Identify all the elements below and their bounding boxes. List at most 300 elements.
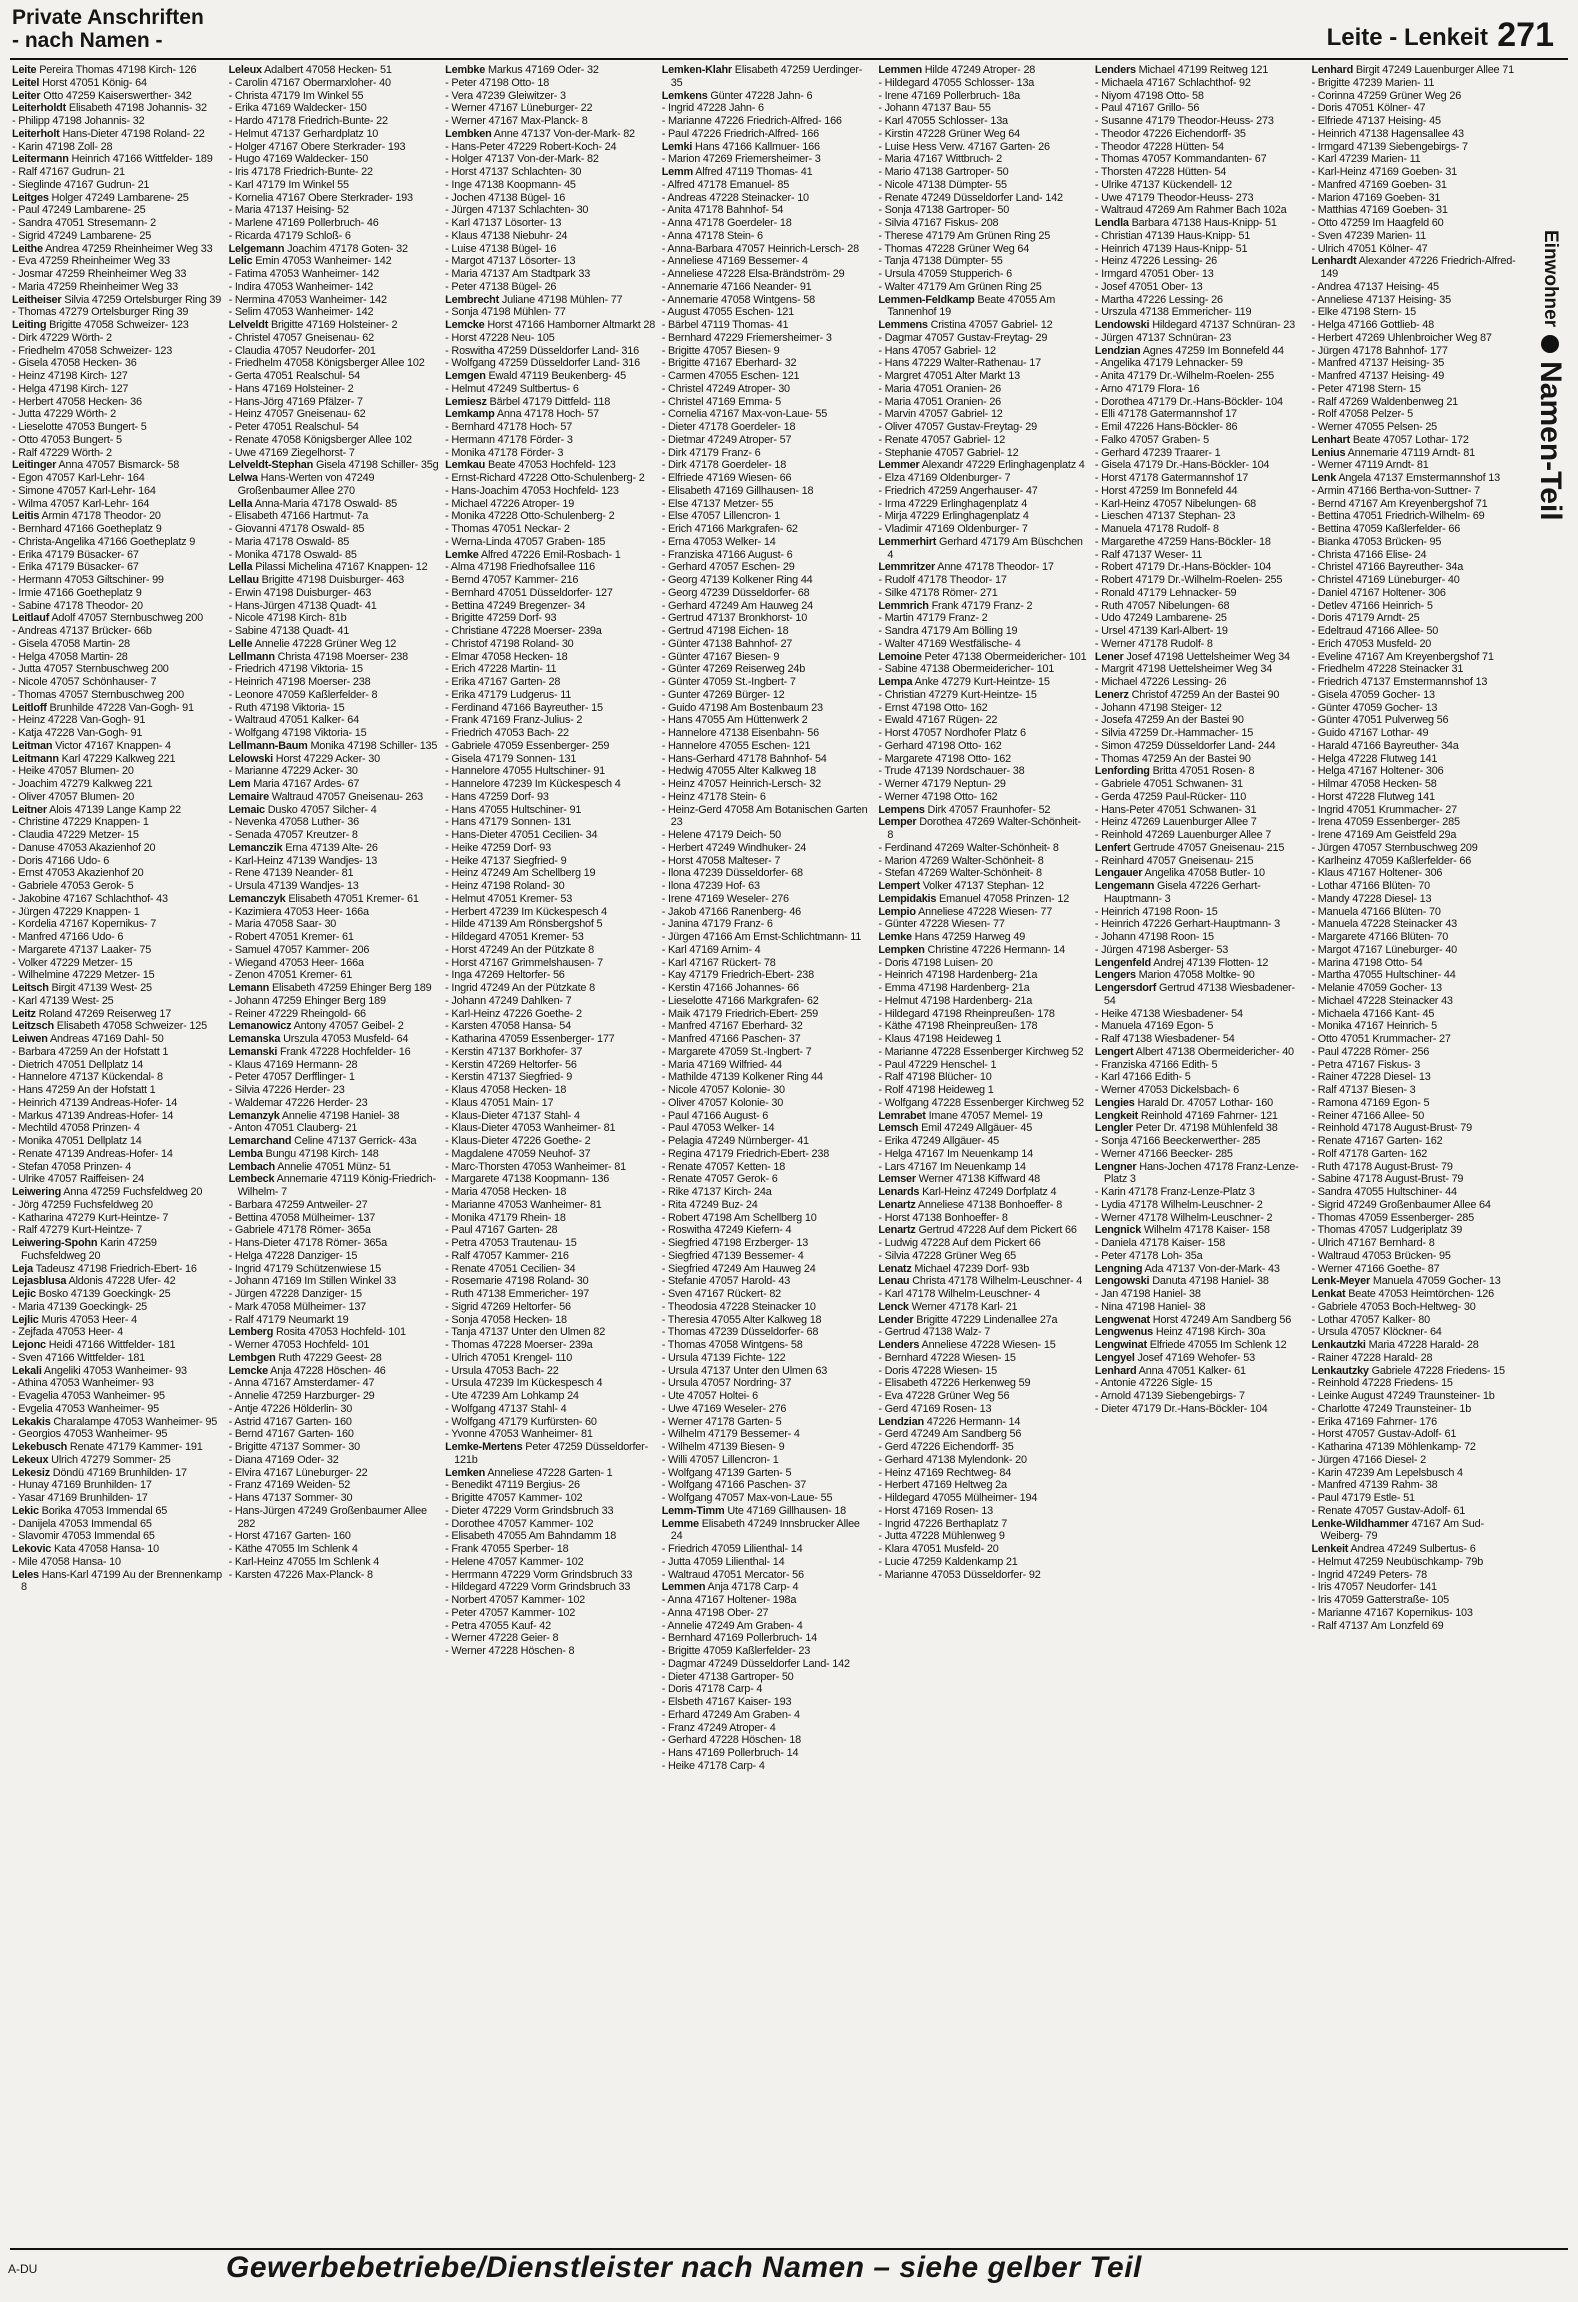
directory-entry: - Doris 47166 Udo- 6 (12, 854, 110, 867)
directory-entry: Lemcke Horst 47166 Hamborner Altmarkt 28 (445, 319, 656, 331)
directory-entry: - Manuela 47169 Egon- 5 (1094, 1020, 1214, 1033)
directory-entry: - Waldemar 47226 Herder- 23 (228, 1096, 368, 1109)
directory-entry: - Lars 47167 Im Neuenkamp 14 (878, 1160, 1026, 1173)
directory-entry: - Heinrich 47138 Hagensallee 43 (1311, 127, 1464, 140)
directory-entry: - Ursula 47053 Bach- 22 (445, 1364, 559, 1377)
directory-entry: - Rosemarie 47198 Roland- 30 (445, 1275, 589, 1288)
directory-entry: - Silvia 47228 Grüner Weg 65 (878, 1249, 1016, 1262)
directory-entry: - Hildegard 47198 Rheinpreußen- 178 (878, 1007, 1055, 1020)
directory-entry: - Melanie 47059 Gocher- 13 (1311, 982, 1442, 994)
directory-entry: - Karl-Heinz 47055 Im Schlenk 4 (228, 1555, 380, 1568)
directory-entry: - Christian 47279 Kurt-Heintze- 15 (878, 688, 1037, 701)
directory-entry: - Wolfgang 47179 Kurfürsten- 60 (445, 1415, 597, 1428)
directory-entry: Lekeux Ulrich 47279 Sommer- 25 (12, 1453, 171, 1466)
directory-entry: - Martha 47226 Lessing- 26 (1094, 293, 1223, 306)
directory-entry: - Hans-Peter 47229 Robert-Koch- 24 (445, 140, 617, 153)
directory-entry: - Willi 47057 Lillencron- 1 (661, 1453, 779, 1466)
directory-entry: - Renate 47057 Gustav-Adolf- 61 (1311, 1504, 1466, 1517)
directory-entry: - Harald 47166 Bayreuther- 34a (1311, 739, 1459, 752)
directory-entry: - Marianne 47053 Düsseldorfer- 92 (878, 1568, 1041, 1581)
directory-entry: - Marianne 47226 Friedrich-Alfred- 166 (661, 115, 842, 127)
directory-entry: Leitman Victor 47167 Knappen- 4 (12, 739, 171, 752)
directory-entry: - Michaela 47167 Schlachthof- 92 (1094, 76, 1251, 89)
directory-entry: Lemser Werner 47138 Kiffward 48 (878, 1173, 1041, 1186)
directory-entry: - Ilona 47239 Düsseldorfer- 68 (661, 867, 803, 880)
directory-entry: - Klaus 47138 Niebuhr- 24 (445, 229, 568, 242)
directory-entry: - Erich 47053 Musfeld- 20 (1311, 637, 1432, 650)
directory-entry: Lemmen Hilde 47249 Atroper- 28 (878, 64, 1036, 76)
directory-entry: Lengers Marion 47058 Moltke- 90 (1094, 969, 1255, 982)
directory-entry: - Eva 47228 Grüner Weg 56 (878, 1390, 1010, 1402)
directory-entry: Lemann Elisabeth 47259 Ehinger Berg 189 (228, 982, 432, 994)
directory-entry: - Heike 47137 Siegfried- 9 (445, 854, 567, 867)
directory-entry: - Else 47057 Lillencron- 1 (661, 510, 781, 523)
directory-entry: Lendzian 47226 Hermann- 14 (878, 1415, 1021, 1428)
directory-entry: - Günter 47059 St.-Ingbert- 7 (661, 676, 796, 688)
directory-entry: - Georgios 47053 Wanheimer- 95 (12, 1428, 168, 1441)
directory-entry: - Christel 47249 Atroper- 30 (661, 382, 790, 395)
directory-entry: - Karin 47198 Zoll- 28 (12, 140, 113, 153)
directory-entry: - Roswitha 47259 Düsseldorfer Land- 316 (445, 344, 639, 357)
directory-entry: Lengauer Angelika 47058 Butler- 10 (1094, 867, 1265, 880)
directory-entry: - Jutta 47059 Lilienthal- 14 (661, 1555, 785, 1568)
directory-entry: - Herbert 47269 Uhlenbroicher Weg 87 (1311, 331, 1492, 344)
directory-entry: - Margarete 47137 Laaker- 75 (12, 943, 152, 956)
directory-entry: - Ernst 47053 Akazienhof 20 (12, 867, 144, 880)
directory-entry: - Hermann 47053 Giltschiner- 99 (12, 574, 164, 586)
directory-entry: - Georg 47139 Kolkener Ring 44 (661, 574, 813, 586)
directory-entry: - Simon 47259 Düsseldorfer Land- 244 (1094, 739, 1276, 752)
directory-entry: - Peter 47178 Loh- 35a (1094, 1249, 1203, 1262)
directory-entry: - Robert 47198 Am Schellberg 10 (661, 1211, 817, 1224)
directory-entry: - Werner 47119 Arndt- 81 (1311, 459, 1429, 472)
directory-entry: - Sven 47239 Marien- 11 (1311, 229, 1426, 242)
directory-entry: Leiwen Andreas 47169 Dahl- 50 (12, 1033, 164, 1045)
directory-entry: - Monika 47228 Otto-Schulenberg- 2 (445, 510, 615, 523)
directory-entry: Lemoine Peter 47138 Obermeidericher- 101 (878, 650, 1087, 663)
directory-entry: Lener Josef 47198 Uettelsheimer Weg 34 (1094, 650, 1290, 663)
directory-entry: - Anna 47178 Goerdeler- 18 (661, 217, 792, 229)
directory-entry: - Erika 47179 Ludgerus- 11 (445, 688, 572, 701)
directory-entry: - Gerda 47259 Paul-Rücker- 110 (1094, 790, 1247, 803)
directory-entry: - Ute 47239 Am Lohkamp 24 (445, 1390, 579, 1402)
directory-entry: Lemm-Timm Ute 47169 Gillhausen- 18 (661, 1504, 847, 1517)
directory-entry: - Johann 47259 Ehinger Berg 189 (228, 994, 386, 1007)
directory-entry: Lemmerhirt Gerhard 47179 Am Büschchen 4 (878, 535, 1083, 561)
directory-entry: Lekakis Charalampe 47053 Wanheimer- 95 (12, 1415, 218, 1428)
directory-entry: - Manfred 47137 Heising- 35 (1311, 357, 1445, 370)
directory-entry: - Otto 47053 Bungert- 5 (12, 433, 122, 446)
directory-entry: - Sigrid 47249 Lambarene- 25 (12, 229, 152, 242)
directory-entry: - Hans-Jörg 47169 Pfälzer- 7 (228, 395, 363, 408)
directory-entry: - Markus 47139 Andreas-Hofer- 14 (12, 1109, 174, 1122)
directory-entry: - Friedrich 47053 Bach- 22 (445, 727, 569, 739)
directory-entry: - Astrid 47167 Garten- 160 (228, 1415, 352, 1428)
directory-entry: - Marianne 47228 Essenberger Kirchweg 52 (878, 1045, 1084, 1058)
directory-entry: - Gertrud 47198 Eichen- 18 (661, 625, 789, 637)
directory-entry: - Franz 47169 Weiden- 52 (228, 1479, 351, 1492)
directory-entry: - Dieter 47229 Vorm Grindsbruch 33 (445, 1504, 614, 1517)
directory-entry: - Norbert 47057 Kammer- 102 (445, 1594, 586, 1606)
directory-entry: - Tanja 47137 Unter den Ulmen 82 (445, 1326, 606, 1339)
directory-entry: - Danijela 47053 Immendal 65 (12, 1517, 152, 1530)
directory-entry: Lengning Ada 47137 Von-der-Mark- 43 (1094, 1262, 1280, 1275)
directory-entry: - Klaus-Dieter 47137 Stahl- 4 (445, 1109, 580, 1122)
directory-entry: Lengemann Gisela 47226 Gerhart-Hauptmann- 3 (1094, 880, 1261, 905)
directory-entry: - Dietmar 47249 Atroper- 57 (661, 433, 792, 446)
directory-entry: Leiting Brigitte 47058 Schweizer- 123 (12, 319, 189, 331)
directory-entry: - Renate 47057 Ketten- 18 (661, 1160, 786, 1173)
directory-entry: Lenau Christa 47178 Wilhelm-Leuschner- 4 (878, 1275, 1083, 1288)
directory-entry: - Horst 47249 An der Pützkate 8 (445, 943, 594, 956)
directory-entry: - Matthias 47169 Goeben- 31 (1311, 204, 1448, 217)
directory-entry: - Kirstin 47228 Grüner Weg 64 (878, 127, 1021, 140)
directory-entry: - Hannelore 47239 Im Kückespesch 4 (445, 778, 621, 790)
directory-entry: Lenfording Britta 47051 Rosen- 8 (1094, 765, 1255, 778)
directory-entry: - Peter 47138 Bügel- 26 (445, 280, 557, 293)
directory-entry: - Margarete 47138 Koopmann- 136 (445, 1173, 610, 1186)
directory-entry: - Friedhelm 47058 Königsberger Allee 102 (228, 357, 425, 370)
directory-entry: - Rolf 47058 Pelzer- 5 (1311, 408, 1414, 421)
directory-entry: - Karl 47179 Im Winkel 55 (228, 178, 349, 191)
directory-entry: - Günter 47167 Biesen- 9 (661, 650, 780, 663)
directory-entry: - Rolf 47178 Garten- 162 (1311, 1147, 1428, 1160)
directory-entry: - Frank 47169 Franz-Julius- 2 (445, 714, 583, 727)
directory-entry: - Ralf 47229 Wörth- 2 (12, 446, 112, 459)
directory-entry: - Friedrich 47137 Emstermannshof 13 (1311, 676, 1488, 688)
directory-entry: - Erna 47053 Welker- 14 (661, 535, 776, 548)
directory-entry: - Horst 47259 Im Bonnefeld 44 (1094, 484, 1238, 497)
directory-entry: - Hedwig 47055 Alter Kalkweg 18 (661, 765, 816, 778)
directory-entry: - Mechtild 47058 Prinzen- 4 (12, 1122, 140, 1135)
directory-entry: - Thomas 47058 Wintgens- 58 (661, 1339, 803, 1351)
directory-entry: - Bernhard 47051 Düsseldorfer- 127 (445, 586, 613, 599)
directory-entry: - Eveline 47167 Am Kreyenbergshof 71 (1311, 650, 1494, 663)
directory-entry: - Manfred 47169 Goeben- 31 (1311, 178, 1447, 191)
directory-entry: - Daniel 47167 Holtener- 306 (1311, 586, 1446, 599)
bullet-dot-icon (1541, 335, 1559, 353)
directory-entry: - Josefa 47259 An der Bastei 90 (1094, 714, 1244, 727)
directory-entry: - Heike 47138 Wiesbadener- 54 (1094, 1007, 1243, 1020)
page-number: 271 (1497, 16, 1554, 54)
directory-entry: - Andreas 47228 Steinacker- 10 (661, 191, 809, 204)
directory-entry: - Werner 47178 Rudolf- 8 (1094, 637, 1213, 650)
directory-entry: - Kerstin 47137 Siegfried- 9 (445, 1071, 573, 1084)
directory-entry: - Ernst 47198 Otto- 162 (878, 701, 988, 714)
directory-entry: - Jörg 47259 Fuchsfeldweg 20 (12, 1198, 153, 1211)
directory-entry: - Hildegard 47051 Kremer- 53 (445, 931, 584, 943)
directory-entry: - Hildegard 47229 Vorm Grindsbruch 33 (445, 1581, 631, 1594)
directory-entry: - Brigitte 47259 Dorf- 93 (445, 612, 557, 625)
directory-entry: - Ulrich 47051 Kölner- 47 (1311, 242, 1428, 255)
directory-entry: - Renate 47051 Cecilien- 34 (445, 1262, 576, 1275)
directory-entry: - Evagelia 47053 Wanheimer- 95 (12, 1390, 165, 1402)
directory-entry: - Johann 47169 Im Stillen Winkel 33 (228, 1275, 396, 1288)
directory-entry: Lemanczyk Elisabeth 47051 Kremer- 61 (228, 892, 419, 905)
directory-entry: Lenke-Wildhammer 47167 Am Sud-Weiberg- 79 (1311, 1517, 1484, 1543)
directory-entry: - Anna 47167 Holtener- 198a (661, 1594, 797, 1606)
directory-entry: - Heinz-Gerd 47058 Am Botanischen Garten 23 (661, 803, 868, 829)
directory-entry: - Nina 47198 Haniel- 38 (1094, 1300, 1206, 1313)
directory-entry: - Thorsten 47228 Hütten- 54 (1094, 166, 1227, 178)
directory-entry: - Irmgard 47139 Siebengebirgs- 7 (1311, 140, 1468, 153)
directory-entry: Leitermann Heinrich 47166 Wittfelder- 189 (12, 153, 213, 166)
directory-entry: - Maria 47139 Goeckingk- 25 (12, 1300, 148, 1313)
directory-entry: - Paul 47249 Lambarene- 25 (12, 204, 146, 217)
directory-entry: - Diana 47169 Oder- 32 (228, 1453, 339, 1466)
directory-entry: Lengwenus Heinz 47198 Kirch- 30a (1094, 1326, 1266, 1339)
directory-entry: - Peter 47057 Derfflinger- 1 (228, 1071, 355, 1084)
directory-entry: - Horst 47137 Schlachten- 30 (445, 166, 582, 178)
directory-entry: - Giovanni 47178 Oswald- 85 (228, 523, 365, 535)
directory-entry: - Hans 47169 Pollerbruch- 14 (661, 1747, 799, 1759)
directory-entry: - Karsten 47226 Max-Planck- 8 (228, 1568, 373, 1581)
directory-entry: - Helga 47058 Martin- 28 (12, 650, 128, 663)
directory-entry: Lengies Harald Dr. 47057 Lothar- 160 (1094, 1096, 1273, 1109)
directory-entry: Leithe Andrea 47259 Rheinheimer Weg 33 (12, 242, 213, 255)
directory-entry: - Maria 47259 Rheinheimer Weg 33 (12, 280, 178, 293)
directory-entry: - Rene 47139 Neander- 81 (228, 867, 354, 880)
directory-entry: - Karl 47139 West- 25 (12, 994, 114, 1007)
directory-entry: - Reinhard 47057 Gneisenau- 215 (1094, 854, 1254, 867)
directory-entry: - Uwe 47179 Theodor-Heuss- 273 (1094, 191, 1254, 204)
directory-entry: - Pelagia 47249 Nürnberger- 41 (661, 1135, 809, 1147)
directory-entry: - Ralf 47137 Am Lonzfeld 69 (1311, 1619, 1444, 1632)
directory-entry: - Horst 47167 Grimmelshausen- 7 (445, 956, 603, 969)
directory-entry: - Dieter 47178 Goerdeler- 18 (661, 421, 796, 433)
directory-entry: - Otto 47259 Im Haagfeld 60 (1311, 217, 1444, 229)
directory-entry: - Hans-Jürgen 47249 Großenbaumer Allee 282 (228, 1504, 427, 1530)
directory-entry: - Maria 47167 Wittbruch- 2 (878, 153, 1003, 166)
directory-entry: Lemcke Anja 47228 Höschen- 46 (228, 1364, 386, 1377)
directory-entry: - Johann 47249 Dahlken- 7 (445, 994, 572, 1007)
directory-entry: - Paul 47226 Friedrich-Alfred- 166 (661, 127, 819, 140)
directory-entry: - Petra 47167 Fiskus- 3 (1311, 1058, 1421, 1071)
directory-entry: - Bernhard 47169 Pollerbruch- 14 (661, 1632, 817, 1645)
directory-entry: - Carmen 47055 Eschen- 121 (661, 370, 800, 382)
directory-entry: - Anneliese 47137 Heising- 35 (1311, 293, 1451, 306)
directory-entry: - Christa 47166 Elise- 24 (1311, 548, 1427, 561)
directory-entry: - Ricarda 47179 Schloß- 6 (228, 229, 351, 242)
directory-entry: - Margret 47051 Alter Markt 13 (878, 370, 1021, 382)
directory-entry: - Lieselotte 47166 Markgrafen- 62 (661, 994, 819, 1007)
directory-entry: - Hans-Dieter 47178 Römer- 365a (228, 1237, 388, 1249)
directory-entry: - Katharina 47139 Möhlenkamp- 72 (1311, 1441, 1476, 1453)
directory-entry: - Jochen 47138 Bügel- 16 (445, 191, 566, 204)
directory-entry: Lendzian Agnes 47259 Im Bonnefeld 44 (1094, 344, 1284, 357)
directory-entry: - Manuela 47178 Rudolf- 8 (1094, 523, 1219, 535)
directory-entry: Lenders Michael 47199 Reitweg 121 (1094, 64, 1269, 76)
section-side-tab (1526, 230, 1574, 630)
directory-entry: - Kornelia 47167 Obere Sterkrader- 193 (228, 191, 413, 204)
directory-entry: - Eva 47259 Rheinheimer Weg 33 (12, 255, 170, 268)
directory-entry: - Christof 47198 Roland- 30 (445, 637, 574, 650)
directory-entry: - Luise Hess Verw. 47167 Garten- 26 (878, 140, 1050, 153)
directory-entry: - Klaus 47198 Heideweg 1 (878, 1033, 1002, 1045)
directory-entry: - Andreas 47137 Brücker- 66b (12, 625, 152, 637)
directory-entry: - Benedikt 47119 Bergius- 26 (445, 1479, 580, 1492)
directory-entry: - Bettina 47059 Kaßlerfelder- 66 (1311, 523, 1461, 535)
directory-entry: - Guido 47198 Am Bostenbaum 23 (661, 701, 823, 714)
directory-entry: - Peter 47051 Realschul- 54 (228, 421, 359, 433)
directory-entry: - Thomas 47057 Sternbuschweg 200 (12, 688, 184, 701)
directory-entry: - Klaus 47058 Hecken- 18 (445, 1084, 567, 1096)
directory-entry: Lempio Anneliese 47228 Wiesen- 77 (878, 905, 1053, 918)
directory-entry: - Werner 47055 Pelsen- 25 (1311, 421, 1438, 433)
directory-entry: - Katharina 47279 Kurt-Heintze- 7 (12, 1211, 169, 1224)
directory-entry: - Stephanie 47057 Gabriel- 12 (878, 446, 1019, 459)
directory-entry: - Werner 47166 Beecker- 285 (1094, 1147, 1233, 1160)
directory-entry: - Werner 47167 Lüneburger- 22 (445, 102, 593, 115)
directory-entry: Lempert Volker 47137 Stephan- 12 (878, 880, 1044, 892)
directory-entry: - Paul 47166 August- 6 (661, 1109, 769, 1122)
header-divider (10, 58, 1568, 60)
directory-entry: Lellmann-Baum Monika 47198 Schiller- 135 (228, 739, 438, 752)
directory-entry: - Horst 47228 Neu- 105 (445, 331, 555, 344)
directory-entry: - Athina 47053 Wanheimer- 93 (12, 1377, 154, 1390)
directory-entry: Lellau Brigitte 47198 Duisburger- 463 (228, 574, 405, 586)
directory-entry: Lelic Emin 47053 Wanheimer- 142 (228, 255, 392, 268)
directory-entry: Lemsch Emil 47249 Allgäuer- 45 (878, 1122, 1033, 1135)
directory-entry: Lekic Borika 47053 Immendal 65 (12, 1504, 168, 1517)
directory-entry: - Helga 47228 Flutweg 141 (1311, 752, 1438, 765)
directory-entry: - Reiner 47229 Rheingold- 66 (228, 1007, 366, 1020)
directory-entry: - Gabriele 47059 Essenberger- 259 (445, 739, 610, 752)
directory-entry: - Anita 47178 Bahnhof- 54 (661, 204, 784, 217)
directory-entry: Lemaire Waltraud 47057 Gneisenau- 263 (228, 790, 423, 803)
directory-entry: - Sonja 47138 Gartroper- 50 (878, 204, 1010, 217)
footer-cross-reference: Gewerbebetriebe/Dienstleister nach Namen – siehe gelber Teil (226, 2251, 1142, 2284)
directory-entry: - Maria 47058 Hecken- 18 (445, 1186, 567, 1198)
directory-entry: - Margarete 47059 St.-Ingbert- 7 (661, 1045, 812, 1058)
footer-region-code: A-DU (8, 2262, 38, 2276)
directory-entry: - Helene 47057 Kammer- 102 (445, 1555, 584, 1568)
directory-entry: - Else 47137 Metzer- 55 (661, 497, 774, 510)
directory-entry: - Gerta 47051 Realschul- 54 (228, 370, 360, 382)
directory-entry: - Lieschen 47137 Stephan- 23 (1094, 510, 1236, 523)
directory-entry: Lekovic Kata 47058 Hansa- 10 (12, 1543, 159, 1555)
directory-entry: - Ralf 47057 Kammer- 216 (445, 1249, 569, 1262)
directory-entry: - Bettina 47051 Friedrich-Wilhelm- 69 (1311, 510, 1485, 523)
directory-entry: - Renate 47167 Garten- 162 (1311, 1135, 1443, 1147)
directory-entry: - Helga 47166 Gottlieb- 48 (1311, 319, 1435, 331)
directory-entry: - Paul 47053 Welker- 14 (661, 1122, 775, 1135)
directory-entry: - Ernst-Richard 47228 Otto-Schulenberg- 2 (445, 472, 645, 484)
directory-entry: Lemkens Günter 47228 Jahn- 6 (661, 89, 813, 102)
directory-entry: - Selim 47053 Wanheimer- 142 (228, 306, 374, 319)
directory-entry: - Bettina 47249 Bregenzer- 34 (445, 599, 586, 612)
directory-entry: - Werner 47179 Neptun- 29 (878, 778, 1006, 790)
directory-entry: - August 47055 Eschen- 121 (661, 306, 794, 319)
directory-entry: - Hilmar 47058 Hecken- 58 (1311, 778, 1437, 790)
directory-entry: - Mario 47138 Gartroper- 50 (878, 166, 1009, 178)
directory-entry: - Hans-Gerhard 47178 Bahnhof- 54 (661, 752, 827, 765)
directory-entry: - Antje 47226 Hölderlin- 30 (228, 1402, 353, 1415)
directory-entry: - Nicole 47057 Kolonie- 30 (661, 1084, 785, 1096)
directory-entry: Lenkautzky Gabriele 47228 Friedens- 15 (1311, 1364, 1505, 1377)
directory-entry: - Herrmann 47229 Vorm Grindsbruch 33 (445, 1568, 633, 1581)
directory-entry: - Inga 47269 Heltorfer- 56 (445, 969, 565, 982)
directory-entry: Lemaic Dusko 47057 Silcher- 4 (228, 803, 377, 816)
directory-entry: - Anneliese 47169 Bessemer- 4 (661, 255, 808, 268)
directory-entry: - Jakob 47166 Ranenberg- 46 (661, 905, 802, 918)
directory-entry: - Zenon 47051 Kremer- 61 (228, 969, 353, 982)
directory-entry: - Renate 47058 Königsberger Allee 102 (228, 433, 412, 446)
directory-entry: Lemrabet Imane 47057 Memel- 19 (878, 1109, 1043, 1122)
directory-entry: Lemke Alfred 47226 Emil-Rosbach- 1 (445, 548, 621, 561)
directory-entry: - Thomas 47228 Grüner Weg 64 (878, 242, 1030, 255)
directory-entry: - Doris 47198 Luisen- 20 (878, 956, 993, 969)
directory-entry: Lengowski Danuta 47198 Haniel- 38 (1094, 1275, 1269, 1288)
directory-entry: Lenkat Beate 47053 Heimtörchen- 126 (1311, 1288, 1494, 1300)
directory-entry: - Heinz 47226 Lessing- 26 (1094, 255, 1218, 268)
directory-entry: - Manfred 47137 Heising- 49 (1311, 370, 1445, 382)
directory-entry: - Thomas 47259 An der Bastei 90 (1094, 752, 1251, 765)
directory-entry: - Marianne 47053 Wanheimer- 81 (445, 1198, 602, 1211)
directory-entry: - Herbert 47239 Im Kückespesch 4 (445, 905, 608, 918)
directory-entry: - Ewald 47167 Rügen- 22 (878, 714, 998, 727)
directory-entry: - Manfred 47166 Udo- 6 (12, 931, 124, 943)
directory-entry: - Gerhard 47057 Eschen- 29 (661, 561, 795, 574)
directory-entry: - Gisela 47058 Martin- 28 (12, 637, 130, 650)
directory-entry: - Werner 47053 Hochfeld- 101 (228, 1339, 370, 1351)
directory-entry: - Mathilde 47139 Kolkener Ring 44 (661, 1071, 823, 1084)
directory-entry: - Ralf 47167 Gudrun- 21 (12, 166, 125, 178)
directory-entry: - Kerstin 47166 Johannes- 66 (661, 982, 800, 994)
directory-entry: - Renate 47249 Düsseldorfer Land- 142 (878, 191, 1063, 204)
directory-entry: - Dieter 47179 Dr.-Hans-Böckler- 104 (1094, 1402, 1268, 1415)
directory-entry: - Christian 47139 Haus-Knipp- 51 (1094, 229, 1251, 242)
directory-entry: - Udo 47249 Lambarene- 25 (1094, 612, 1227, 625)
directory-entry: - Hannelore 47138 Eisenbahn- 56 (661, 727, 820, 739)
directory-entry: - Jürgen 47166 Diesel- 2 (1311, 1453, 1426, 1466)
directory-entry: - Gisela 47179 Dr.-Hans-Böckler- 104 (1094, 459, 1270, 472)
directory-entry: - Thomas 47057 Kommandanten- 67 (1094, 153, 1267, 166)
directory-entry: - Oliver 47057 Blumen- 20 (12, 790, 135, 803)
directory-entry: - Irene 47169 Pollerbruch- 18a (878, 89, 1021, 102)
directory-entry: - Maria 47051 Oranien- 26 (878, 395, 1002, 408)
directory-column-5 (878, 64, 1089, 2240)
directory-entry: - Helga 47167 Holtener- 306 (1311, 765, 1444, 778)
directory-entry: - Manfred 47166 Paschen- 37 (661, 1033, 801, 1045)
directory-entry: Lembke Markus 47169 Oder- 32 (445, 64, 599, 76)
directory-entry: Lekali Angeliki 47053 Wanheimer- 93 (12, 1364, 187, 1377)
directory-entry: Lelgemann Joachim 47178 Goten- 32 (228, 242, 408, 255)
directory-entry: Lenhardt Alexander 47226 Friedrich-Alfred- 149 (1311, 255, 1516, 280)
header-name-range: Leite - Lenkeit (1326, 24, 1488, 51)
directory-entry: - Renate 47139 Andreas-Hofer- 14 (12, 1147, 173, 1160)
directory-entry: Lemke Hans 47259 Harweg 49 (878, 931, 1026, 943)
directory-entry: - Thomas 47228 Moerser- 239a (445, 1339, 593, 1351)
directory-entry: - Margarete 47166 Blüten- 70 (1311, 931, 1449, 943)
directory-entry: - Horst 47057 Gustav-Adolf- 61 (1311, 1428, 1457, 1441)
directory-entry: - Annemarie 47166 Neander- 91 (661, 280, 812, 293)
directory-entry: - Vladimir 47169 Oldenburger- 7 (878, 523, 1028, 535)
directory-entry: - Werner 47053 Dickelsbach- 6 (1094, 1084, 1240, 1096)
directory-entry: Lemanski Frank 47228 Hochfelder- 16 (228, 1045, 411, 1058)
directory-entry: - Iris 47178 Friedrich-Bunte- 22 (228, 166, 373, 178)
directory-entry: - Wilma 47057 Karl-Lehr- 164 (12, 497, 150, 510)
directory-entry: - Barbara 47259 An der Hofstatt 1 (12, 1045, 169, 1058)
directory-entry: - Helmut 47259 Neubüschkamp- 79b (1311, 1555, 1484, 1568)
directory-entry: - Horst 47057 Nordhofer Platz 6 (878, 727, 1026, 739)
directory-entry: - Marlene 47169 Pollerbruch- 46 (228, 217, 379, 229)
directory-entry: - Uwe 47169 Ziegelhorst- 7 (228, 446, 355, 459)
directory-entry: - Wilhelmine 47229 Metzer- 15 (12, 969, 155, 982)
directory-entry: Lenhart Beate 47057 Lothar- 172 (1311, 433, 1469, 446)
directory-entry: - Maria 47137 Heising- 52 (228, 204, 349, 217)
directory-entry: - Werner 47167 Max-Planck- 8 (445, 115, 588, 127)
